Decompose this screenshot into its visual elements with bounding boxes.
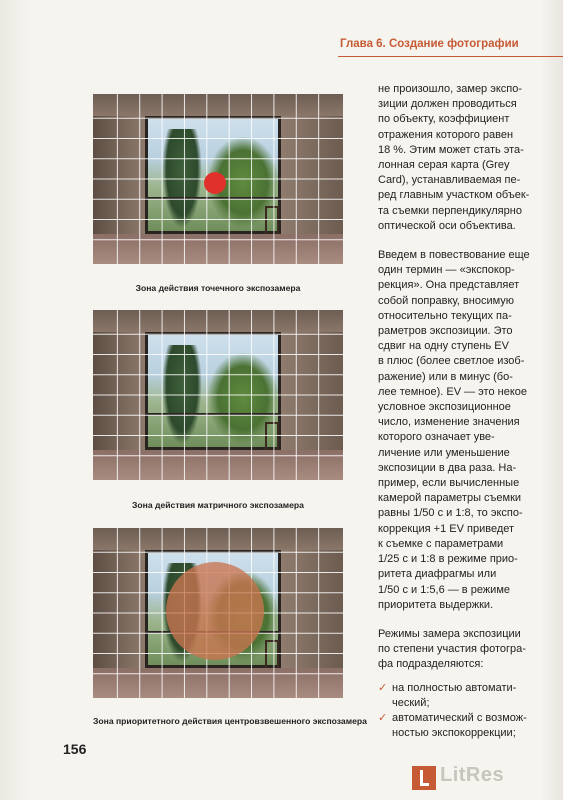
text-line: 18 %. Этим может стать эта- bbox=[378, 143, 524, 156]
figure-caption-matrix: Зона действия матричного экспозамера bbox=[132, 500, 304, 510]
text-line: отражения которого равен bbox=[378, 128, 514, 141]
text-line: равны 1/50 с и 1:8, то экспо- bbox=[378, 507, 523, 520]
text-line: ритета диафрагмы или bbox=[378, 568, 497, 581]
figure-caption-center: Зона приоритетного действия центровзвешенного экспозамера bbox=[93, 716, 367, 726]
text-line: личение или уменьшение bbox=[378, 446, 510, 459]
metering-overlay bbox=[93, 528, 343, 698]
text-line: рекция». Она представляет bbox=[378, 279, 520, 292]
text-line: число, изменение значения bbox=[378, 416, 520, 429]
bullet-text-line: ческий; bbox=[392, 696, 430, 709]
text-line: ражение) или в минус (бо- bbox=[378, 370, 513, 383]
bullet-text-line: автоматический с возмож- bbox=[392, 711, 527, 724]
page-number: 156 bbox=[63, 741, 87, 757]
text-line: экспозиции в два раза. На- bbox=[378, 461, 517, 474]
text-line: по степени участия фотогра- bbox=[378, 643, 526, 656]
litres-logo bbox=[412, 766, 436, 790]
metering-overlay bbox=[93, 310, 343, 480]
text-line: в плюс (более светлое изоб- bbox=[378, 355, 525, 368]
text-line: один термин — «экспокор- bbox=[378, 264, 515, 277]
text-line: Card), устанавливаемая пе- bbox=[378, 174, 521, 187]
paragraph-metering-modes bbox=[378, 627, 543, 673]
text-line: по объекту, коэффициент bbox=[378, 113, 510, 126]
bullet-text-line: ностью экспокоррекции; bbox=[392, 727, 516, 740]
chapter-rule bbox=[338, 56, 563, 57]
bullet-text-line: на полностью автомати- bbox=[392, 681, 517, 694]
text-line: которого означает уве- bbox=[378, 431, 495, 444]
text-line: раметров экспозиции. Это bbox=[378, 325, 513, 338]
figure-caption-spot: Зона действия точечного экспозамера bbox=[135, 283, 301, 293]
spot-metering-dot bbox=[204, 172, 226, 194]
litres-logo-text: LitRes bbox=[440, 764, 505, 786]
paragraph-exposure-compensation bbox=[378, 248, 543, 613]
text-line: та съемки перпендикулярно bbox=[378, 204, 522, 217]
text-line: Введем в повествование еще bbox=[378, 249, 530, 262]
text-line: собой поправку, вносимую bbox=[378, 294, 515, 307]
text-line: 1/25 с и 1:8 в режиме прио- bbox=[378, 553, 518, 566]
text-line: ред главным участком объек- bbox=[378, 189, 530, 202]
text-line: оптической оси объектива. bbox=[378, 219, 516, 232]
checkmark-icon: ✓ bbox=[378, 711, 388, 724]
text-line: лее темное). EV — это некое bbox=[378, 385, 527, 398]
center-weighted-zone bbox=[166, 562, 264, 660]
metering-overlay bbox=[93, 94, 343, 264]
text-line: камерой параметры съемки bbox=[378, 492, 522, 505]
text-line: не произошло, замер экспо- bbox=[378, 83, 523, 95]
bullet-item bbox=[378, 681, 543, 711]
chapter-title: Глава 6. Создание фотографии bbox=[340, 38, 519, 50]
text-line: относительно текущих па- bbox=[378, 309, 512, 322]
litres-logo-icon bbox=[412, 766, 436, 790]
body-text-column bbox=[378, 82, 543, 741]
photo-center-weighted-metering bbox=[93, 528, 343, 698]
text-line: фа подразделяются: bbox=[378, 658, 484, 671]
photo-spot-metering bbox=[93, 94, 343, 264]
text-line: условное экспозиционное bbox=[378, 401, 511, 414]
text-line: к съемке с параметрами bbox=[378, 537, 504, 550]
photo-matrix-metering bbox=[93, 310, 343, 480]
text-line: 1/50 с и 1:5,6 — в режиме bbox=[378, 583, 510, 596]
bullet-item bbox=[378, 711, 543, 741]
text-line: сдвиг на одну ступень EV bbox=[378, 340, 509, 353]
text-line: зиции должен проводиться bbox=[378, 98, 517, 111]
paragraph-grey-card bbox=[378, 82, 543, 234]
text-line: коррекция +1 EV приведет bbox=[378, 522, 515, 535]
checkmark-icon: ✓ bbox=[378, 681, 388, 694]
text-line: приоритета выдержки. bbox=[378, 598, 494, 611]
text-line: Режимы замера экспозиции bbox=[378, 627, 521, 640]
bullet-list bbox=[378, 681, 543, 742]
text-line: пример, если вычисленные bbox=[378, 477, 520, 490]
text-line: лонная серая карта (Grey bbox=[378, 159, 510, 172]
